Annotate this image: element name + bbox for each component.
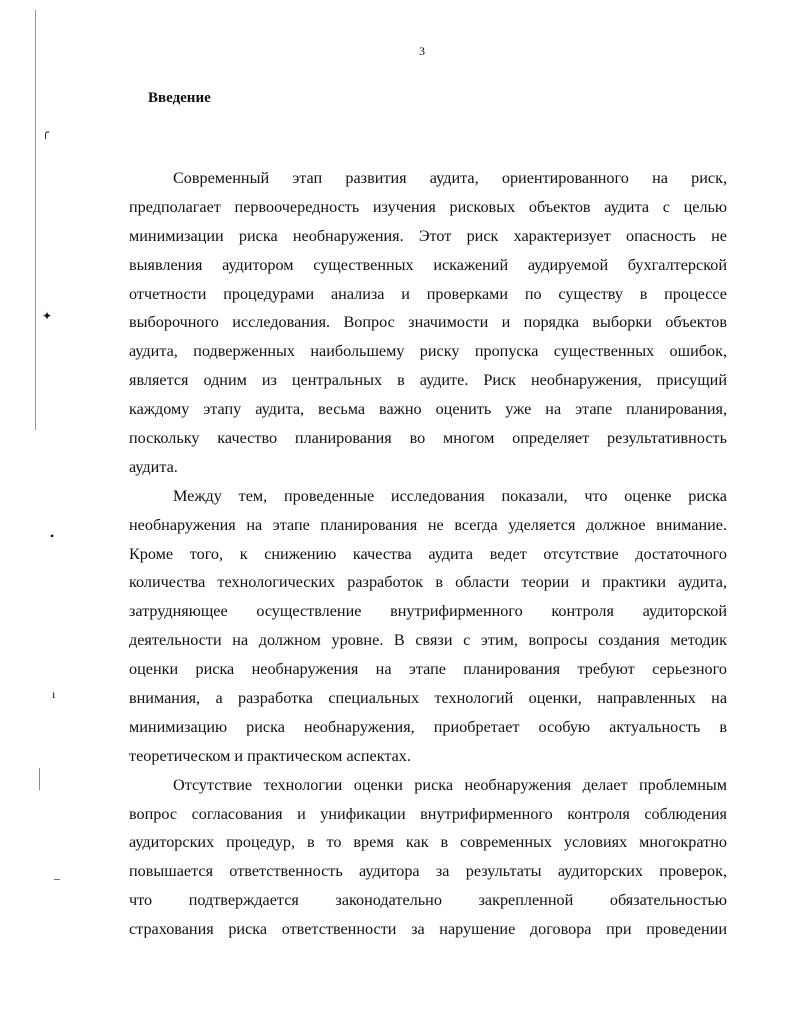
scan-speck: ✦ [42,309,53,323]
section-heading: Введение [148,90,211,106]
text-line: теоретическом и практическом аспектах. [129,746,411,765]
text-line: страхования риска ответственности за нарушение договора при проведении [129,920,727,939]
text-line: повышается ответственность аудитора за результаты аудиторских проверок, [129,862,727,881]
text-line: предполагает первоочередность изучения рисковых объектов аудита с целью [129,197,727,216]
text-line: поскольку качество планирования во многом определяет результативность [129,429,727,448]
text-line: необнаружения на этапе планирования не всегда уделяется должное внимание. [129,515,727,534]
text-line: аудиторских процедур, в то время как в современных условиях многократно [129,833,727,852]
text-line: выявления аудитором существенных искажений аудируемой бухгалтерской [129,255,727,274]
text-line: оценки риска необнаружения на этапе планирования требуют серьезного [129,660,727,679]
scan-margin-line [35,10,36,430]
text-line: Кроме того, к снижению качества аудита ведет отсутствие достаточного [129,544,727,563]
body-text [129,164,727,944]
text-line: выборочного исследования. Вопрос значимости и порядка выборки объектов [129,313,727,332]
text-line: деятельности на должном уровне. В связи с этим, вопросы создания методик [129,631,727,650]
text-line: аудита. [129,457,178,476]
text-line: является одним из центральных в аудите. Риск необнаружения, присущий [129,371,727,390]
text-line: отчетности процедурами анализа и проверками по существу в процессе [129,284,727,303]
text-line: Современный этап развития аудита, ориентированного на риск, [173,169,727,187]
text-line: количества технологических разработок в области теории и практики аудита, [129,573,727,592]
text-line: затрудняющее осуществление внутрифирменного контроля аудиторской [129,602,727,621]
text-line: минимизацию риска необнаружения, приобретает особую актуальность в [129,717,727,736]
scan-margin-mark [39,768,40,790]
text-line: каждому этапу аудита, весьма важно оценить уже на этапе планирования, [129,400,727,419]
scan-speck: • [50,529,55,543]
scan-speck: ╭ [42,125,50,139]
text-line: Между тем, проведенные исследования показали, что оценке риска [173,486,727,505]
text-line: вопрос согласования и унификации внутрифирменного контроля соблюдения [129,804,727,823]
text-line: Отсутствие технологии оценки риска необнаружения делает проблемным [173,775,727,794]
text-line: внимания, а разработка специальных технологий оценки, направленных на [129,689,727,708]
text-line: аудита, подверженных наибольшему риску пропуска существенных ошибок, [129,342,727,361]
page-number: 3 [419,44,425,58]
scan-speck: – [54,871,60,885]
text-line: что подтверждается законодательно закрепленной обязательностью [129,891,727,910]
scan-speck: ı [52,687,56,701]
text-line: минимизации риска необнаружения. Этот риск характеризует опасность не [129,226,727,245]
